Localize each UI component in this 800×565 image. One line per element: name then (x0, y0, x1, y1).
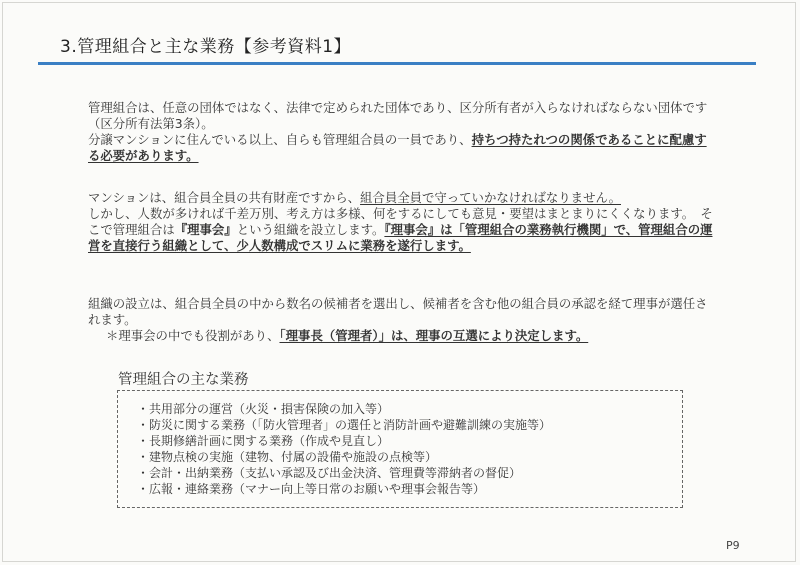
duties-list-box (117, 390, 683, 508)
duties-heading: 管理組合の主な業務 (118, 372, 249, 388)
underlined-text: 組合員全員で守っていかなければなりません。 (360, 190, 621, 205)
paragraph-sentence: 組織の設立は、組合員全員の中から数名の候補者を選出し、候補者を含む他の組合員の承認を経て理事が選任されます。 (88, 296, 708, 327)
emphasis-text: 持ちつ持たれつの関係であることに配慮する必要があります。 (88, 132, 707, 163)
paragraph-board-establishment (88, 190, 714, 254)
paragraph-association-definition (88, 100, 714, 164)
note-text: ＊理事会の中でも役割があり、 (106, 328, 280, 343)
emphasis-text: 『理事会』は「管理組合の業務執行機関」で、管理組合の運営を直接行う組織として、少人数構成でスリムに業務を遂行します。 (88, 222, 713, 253)
duty-item: ・防災に関する業務（「防火管理者」の選任と消防計画や避難訓練の実施等） (137, 418, 552, 432)
paragraph-sentence: しかし、人数が多ければ千差万別、考え方は多様、何をするにしても意見・要望はまとまりにくくなります。 そこで管理組合は (88, 206, 713, 237)
title-bar (38, 22, 758, 66)
paragraph-sentence: マンションは、組合員全員の共有財産ですから、 (88, 190, 361, 205)
paragraph-director-selection (88, 296, 714, 344)
bold-text: 『理事会』 (174, 222, 237, 237)
duty-item: ・広報・連絡業務（マナー向上等日常のお願いや理事会報告等） (137, 482, 486, 496)
emphasis-text: 「理事長（管理者）」は、理事の互選により決定します。 (279, 328, 589, 343)
duty-item: ・共用部分の運営（火災・損害保険の加入等） (137, 402, 390, 416)
paragraph-sentence: という組織を設立します。 (236, 222, 385, 237)
title-underline-rule (38, 62, 756, 65)
page-number: P9 (726, 539, 740, 552)
paragraph-sentence: 分譲マンションに住んでいる以上、自らも管理組合員の一員であり、 (88, 132, 472, 147)
duty-item: ・会計・出納業務（支払い承認及び出金決済、管理費等滞納者の督促） (137, 466, 522, 480)
duty-item: ・長期修繕計画に関する業務（作成や見直し） (137, 434, 390, 448)
duty-item: ・建物点検の実施（建物、付属の設備や施設の点検等） (137, 450, 438, 464)
page-title: 3.管理組合と主な業務【参考資料1】 (60, 37, 352, 57)
note-line (88, 328, 714, 344)
paragraph-sentence: 管理組合は、任意の団体ではなく、法律で定められた団体であり、区分所有者が入らなければならない団体です（区分所有法第3条）。 (88, 100, 708, 131)
